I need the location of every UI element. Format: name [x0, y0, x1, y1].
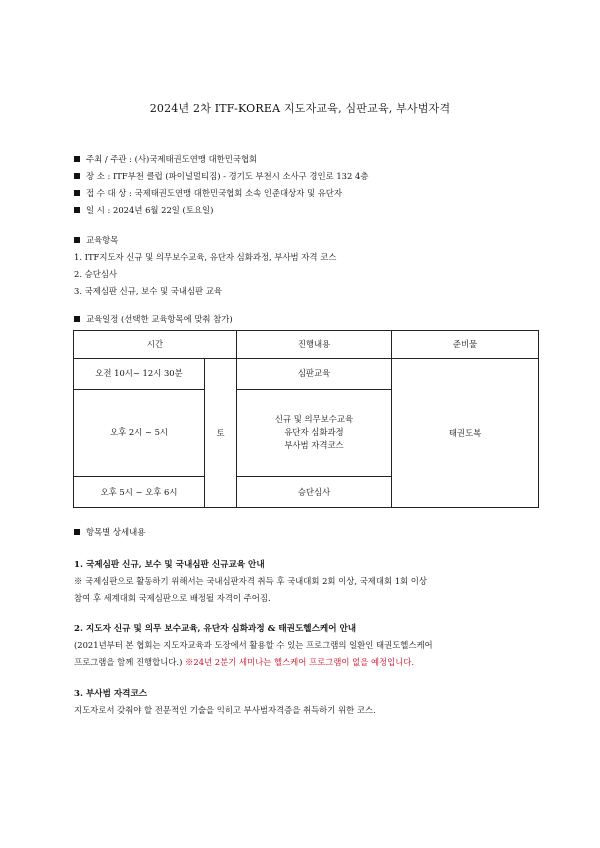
section-text: (2021년부터 본 협회는 지도자교육과 도장에서 활용할 수 있는 프로그램의 일환인 태권도헬스케어 [74, 640, 433, 650]
schedule-header-row [74, 331, 539, 359]
schedule-row [74, 359, 539, 390]
info-label: 장 소 : [86, 171, 111, 181]
header-content: 진행내용 [237, 331, 392, 359]
section-text: 참여 후 세계대회 국제심판으로 배정될 자격이 주어짐. [74, 593, 271, 603]
schedule-content-line: 승단심사 [297, 486, 331, 497]
bullet-square-icon [74, 190, 80, 196]
schedule-time: 오후 5시 ~ 오후 6시 [74, 477, 205, 508]
bullet-square-icon [74, 173, 80, 179]
schedule-time: 오후 2시 ~ 5시 [74, 389, 205, 477]
schedule-content [237, 359, 392, 390]
info-value: ITF부천 클럽 (파이널멀티짐) - 경기도 부천시 소사구 경인로 132 4층 [113, 171, 369, 181]
section-title: 2. 지도자 신규 및 의무 보수교육, 유단자 심화과정 & 태권도헬스케어 안내 [74, 624, 357, 634]
info-date [74, 204, 213, 216]
education-item: 1. ITF지도자 신규 및 의무보수교육, 유단자 심화과정, 부사범 자격 코스 [74, 252, 337, 262]
schedule-heading-text: 교육일정 (선택한 교육항목에 맞춰 참가) [86, 314, 233, 324]
schedule-content-line: 부사범 자격코스 [284, 440, 344, 451]
bullet-square-icon [74, 237, 80, 243]
info-value: 2024년 6월 22일 (토요일) [113, 205, 214, 215]
schedule-content-line: 신규 및 의무보수교육 [274, 414, 354, 425]
bullet-square-icon [74, 529, 80, 535]
details-heading-text: 항목별 상세내용 [86, 527, 146, 537]
section-title: 3. 부사범 자격코스 [74, 689, 148, 699]
schedule-prep: 태권도복 [392, 359, 539, 508]
details-heading [74, 526, 145, 538]
section-text: 지도자로서 갖춰야 할 전문적인 기술을 익히고 부사범자격증을 취득하기 위한 코스. [74, 705, 376, 715]
info-label: 접 수 대 상 : [86, 188, 132, 198]
info-venue [74, 170, 368, 182]
section-title: 1. 국제심판 신규, 보수 및 국내심판 신규교육 안내 [74, 560, 265, 570]
section-text [74, 656, 414, 668]
schedule-content-line: 심판교육 [297, 368, 331, 379]
schedule-table [73, 330, 539, 508]
info-eligibility [74, 187, 342, 199]
education-heading [74, 234, 118, 246]
section-text-part: 프로그램을 함께 진행합니다.) [74, 657, 183, 667]
schedule-content-line: 유단자 심화과정 [284, 427, 344, 438]
info-label: 주최 / 주관 : [86, 154, 132, 164]
schedule-content [237, 389, 392, 477]
section-text: ※ 국제심판으로 활동하기 위해서는 국내심판자격 취득 후 국내대회 2회 이상, 국제대회 1회 이상 [74, 576, 427, 586]
section-note: ※24년 2분기 세미나는 헬스케어 프로그램이 없을 예정입니다. [185, 657, 415, 667]
schedule-content [237, 477, 392, 508]
education-item: 2. 승단심사 [74, 269, 118, 279]
education-item: 3. 국제심판 신규, 보수 및 국내심판 교육 [74, 286, 222, 296]
schedule-day: 토 [205, 359, 237, 508]
bullet-square-icon [74, 316, 80, 322]
info-label: 일 시 : [86, 205, 111, 215]
header-time: 시간 [74, 331, 237, 359]
info-value: 국제태권도연맹 대한민국협회 소속 인준대상자 및 유단자 [134, 188, 342, 198]
header-prep: 준비물 [392, 331, 539, 359]
bullet-square-icon [74, 207, 80, 213]
info-organizer [74, 153, 257, 165]
page-title: 2024년 2차 ITF-KOREA 지도자교육, 심판교육, 부사범자격 [149, 102, 451, 115]
info-value: (사)국제태권도연맹 대한민국협회 [134, 154, 258, 164]
education-heading-text: 교육항목 [86, 235, 119, 245]
bullet-square-icon [74, 156, 80, 162]
schedule-heading [74, 313, 233, 325]
schedule-time: 오전 10시~ 12시 30분 [74, 359, 205, 390]
